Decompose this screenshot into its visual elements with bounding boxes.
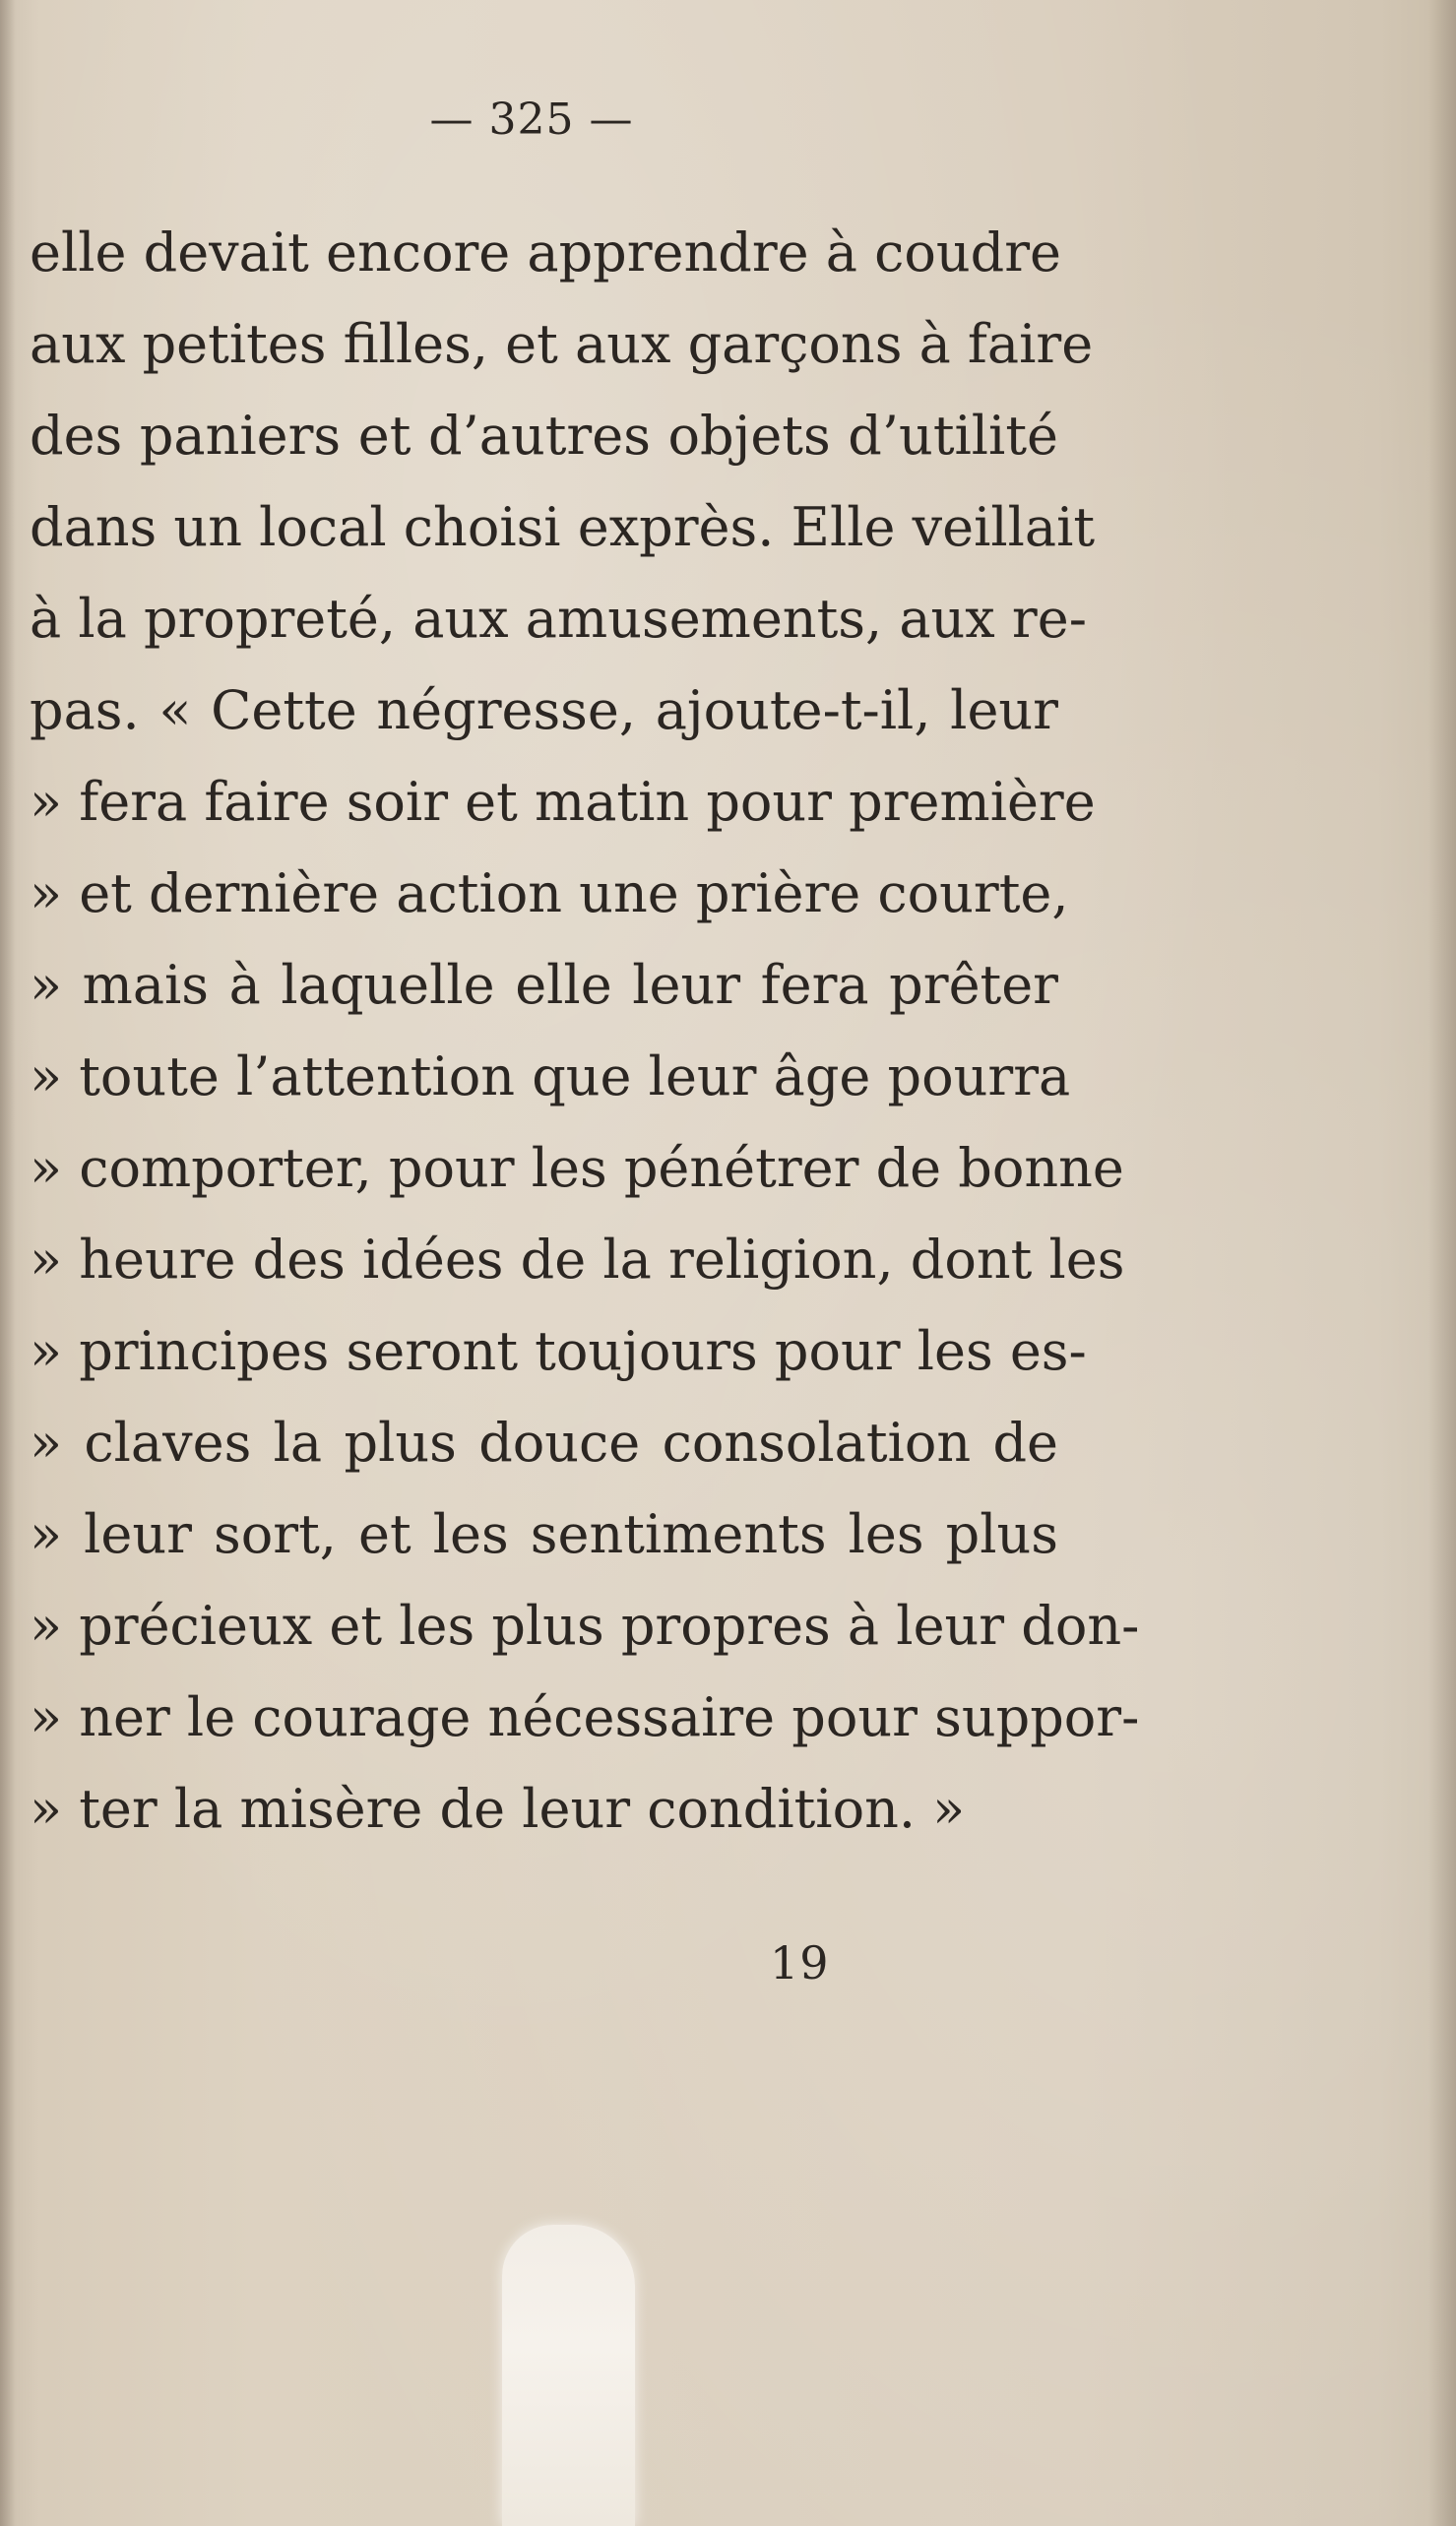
text-line: » mais à laquelle elle leur fera prêter [30,954,1058,1016]
text-line: » toute l’attention que leur âge pourra [30,1045,1071,1107]
left-page-shadow [0,0,16,2526]
text-line: » claves la plus douce consolation de [30,1412,1058,1474]
text-line: » fera faire soir et matin pour première [30,771,1096,833]
text-line: dans un local choisi exprès. Elle veillait [30,496,1096,558]
text-line: elle devait encore apprendre à coudre [30,221,1062,284]
text-line: » ner le courage nécessaire pour suppor- [30,1686,1140,1748]
text-line: » comporter, pour les pénétrer de bonne [30,1137,1124,1199]
text-line: » principes seront toujours pour les es- [30,1320,1087,1382]
right-page-shadow [1428,0,1456,2526]
page-number-header: — 325 — [429,95,634,145]
text-line: des paniers et d’autres objets d’utilité [30,405,1058,467]
text-line: à la propreté, aux amusements, aux re- [30,588,1087,650]
text-line: » leur sort, et les sentiments les plus [30,1503,1058,1565]
page-text [30,207,1140,1855]
text-line: pas. « Cette négresse, ajoute-t-il, leur [30,679,1058,741]
text-line: » ter la misère de leur condition. » [30,1778,966,1840]
text-line: » précieux et les plus propres à leur don- [30,1595,1140,1657]
signature-mark: 19 [770,1936,830,1989]
text-line: » heure des idées de la religion, dont les [30,1229,1125,1291]
paper-damage [502,2225,635,2526]
text-line: aux petites filles, et aux garçons à faire [30,313,1094,375]
text-line: » et dernière action une prière courte, [30,862,1069,924]
